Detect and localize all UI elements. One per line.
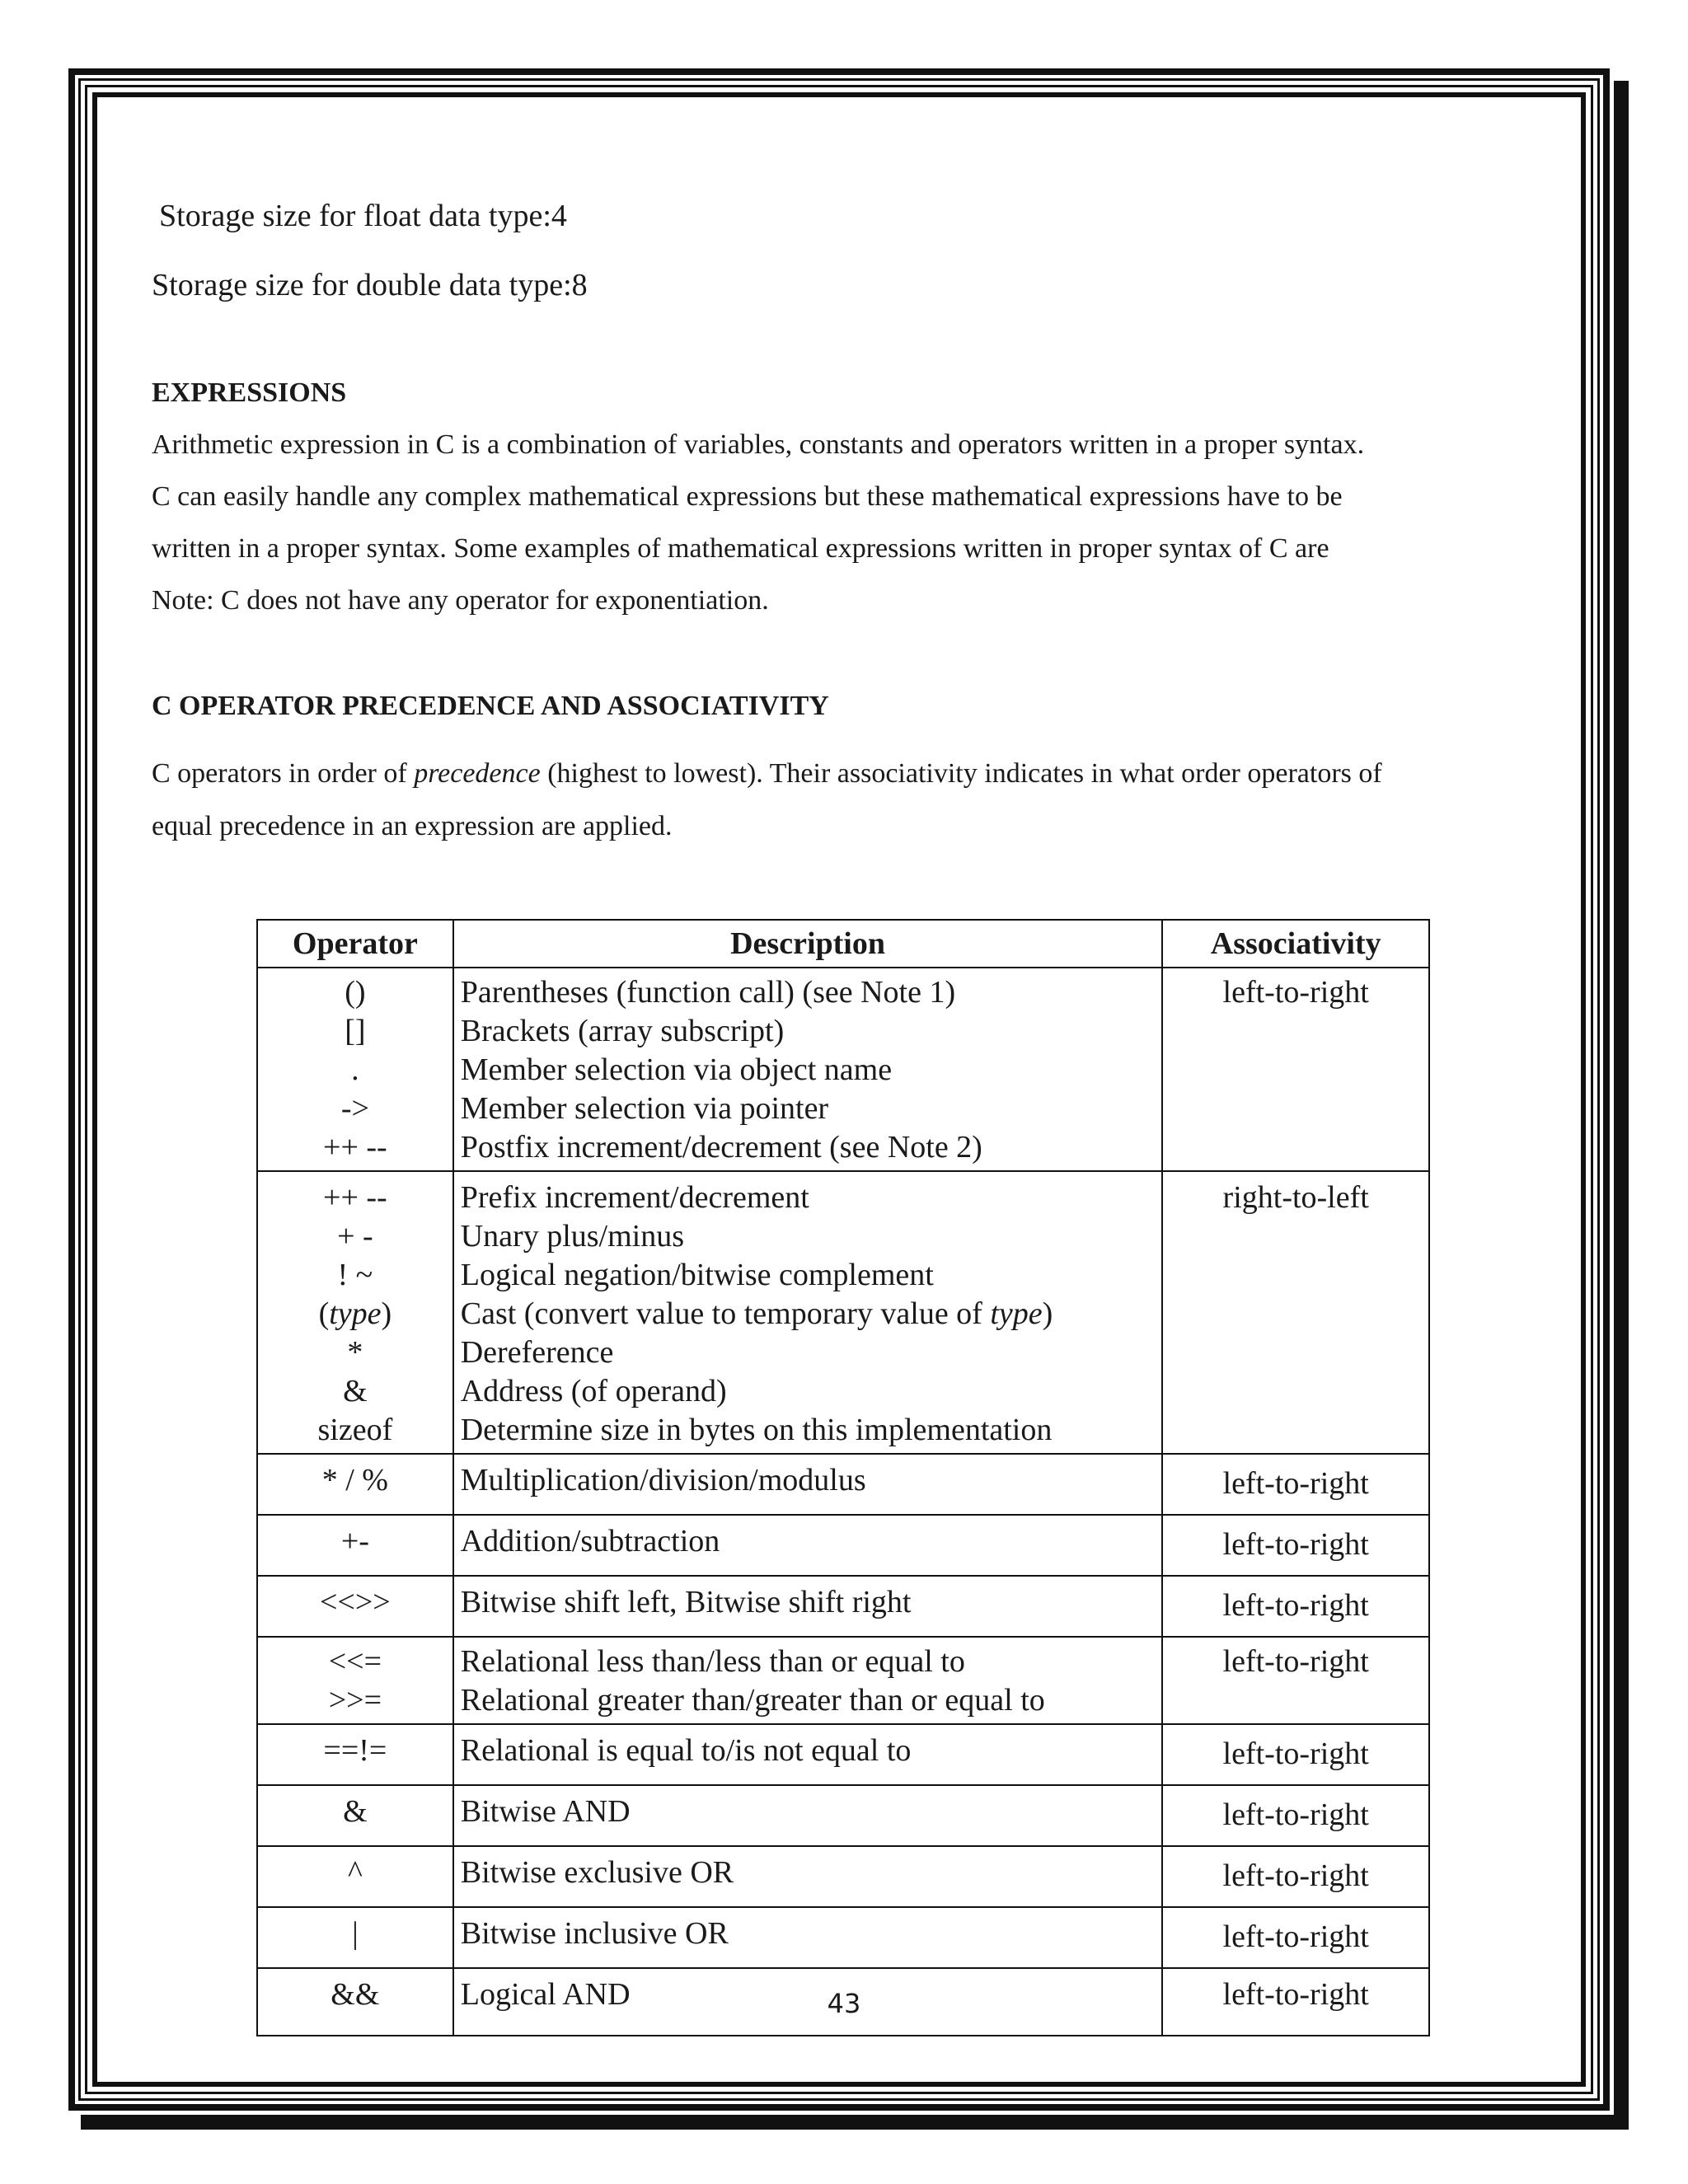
page-number: 43 <box>827 1988 861 2019</box>
table-row <box>257 1454 1429 1515</box>
operator-cell: ^ <box>257 1846 453 1907</box>
table-row <box>257 1907 1429 1968</box>
storage-double-line: Storage size for double data type:8 <box>152 268 588 302</box>
operator-cell: ==!= <box>257 1724 453 1785</box>
header-associativity: Associativity <box>1162 920 1429 968</box>
description-cell: Parentheses (function call) (see Note 1) Brackets (array subscript) Member selection via object name Member selection via pointer Postfix increment/decrement (see Note 2) <box>453 968 1163 1171</box>
precedence-heading: C OPERATOR PRECEDENCE AND ASSOCIATIVITY <box>152 691 829 721</box>
description-cell: Multiplication/division/modulus <box>453 1454 1163 1515</box>
table-row <box>257 1515 1429 1576</box>
table-row <box>257 1724 1429 1785</box>
operator-precedence-table <box>256 919 1430 2036</box>
operator-cell: <<>> <box>257 1576 453 1637</box>
associativity-cell: left-to-right <box>1162 1576 1429 1637</box>
table-row <box>257 1785 1429 1846</box>
associativity-cell: left-to-right <box>1162 1637 1429 1724</box>
header-description: Description <box>453 920 1163 968</box>
associativity-cell: right-to-left <box>1162 1171 1429 1454</box>
expressions-line-1: Arithmetic expression in C is a combination of variables, constants and operators written in a proper syntax. <box>152 429 1365 460</box>
operator-cell: & <box>257 1785 453 1846</box>
operator-cell: && <box>257 1968 453 2036</box>
associativity-cell: left-to-right <box>1162 1454 1429 1515</box>
expressions-note: Note: C does not have any operator for exponentiation. <box>152 585 769 616</box>
operator-cell: | <box>257 1907 453 1968</box>
table-row <box>257 1637 1429 1724</box>
description-cell: Bitwise shift left, Bitwise shift right <box>453 1576 1163 1637</box>
associativity-cell: left-to-right <box>1162 1907 1429 1968</box>
expressions-heading: EXPRESSIONS <box>152 377 347 408</box>
description-cell: Logical AND <box>453 1968 1163 2036</box>
table-row <box>257 1576 1429 1637</box>
description-cell: Relational less than/less than or equal to Relational greater than/greater than or equal to <box>453 1637 1163 1724</box>
associativity-cell: left-to-right <box>1162 1724 1429 1785</box>
operator-cell: * / % <box>257 1454 453 1515</box>
header-operator: Operator <box>257 920 453 968</box>
operator-cell: () [] . -> ++ -- <box>257 968 453 1171</box>
description-cell: Relational is equal to/is not equal to <box>453 1724 1163 1785</box>
table-row <box>257 968 1429 1171</box>
operator-cell: ++ -- + - ! ~ (type) * & sizeof <box>257 1171 453 1454</box>
associativity-cell: left-to-right <box>1162 968 1429 1171</box>
precedence-intro-line-2: equal precedence in an expression are applied. <box>152 811 673 841</box>
description-cell: Bitwise exclusive OR <box>453 1846 1163 1907</box>
table-row <box>257 1846 1429 1907</box>
associativity-cell: left-to-right <box>1162 1968 1429 2036</box>
table-row <box>257 1171 1429 1454</box>
description-cell: Bitwise AND <box>453 1785 1163 1846</box>
description-cell: Bitwise inclusive OR <box>453 1907 1163 1968</box>
description-cell: Addition/subtraction <box>453 1515 1163 1576</box>
expressions-line-2: C can easily handle any complex mathematical expressions but these mathematical expressions have to be <box>152 481 1343 512</box>
precedence-intro-line-1: C operators in order of precedence (highest to lowest). Their associativity indicates in what order operators of <box>152 758 1382 789</box>
associativity-cell: left-to-right <box>1162 1846 1429 1907</box>
operator-cell: +- <box>257 1515 453 1576</box>
expressions-line-3: written in a proper syntax. Some examples of mathematical expressions written in proper syntax of C are <box>152 533 1329 564</box>
table-header-row <box>257 920 1429 968</box>
operator-cell: <<= >>= <box>257 1637 453 1724</box>
storage-float-line: Storage size for float data type:4 <box>159 199 567 233</box>
associativity-cell: left-to-right <box>1162 1515 1429 1576</box>
description-cell: Prefix increment/decrement Unary plus/minus Logical negation/bitwise complement Cast (convert value to temporary value of type) Dereference Address (of operand) Determine size in bytes on this implementation <box>453 1171 1163 1454</box>
associativity-cell: left-to-right <box>1162 1785 1429 1846</box>
